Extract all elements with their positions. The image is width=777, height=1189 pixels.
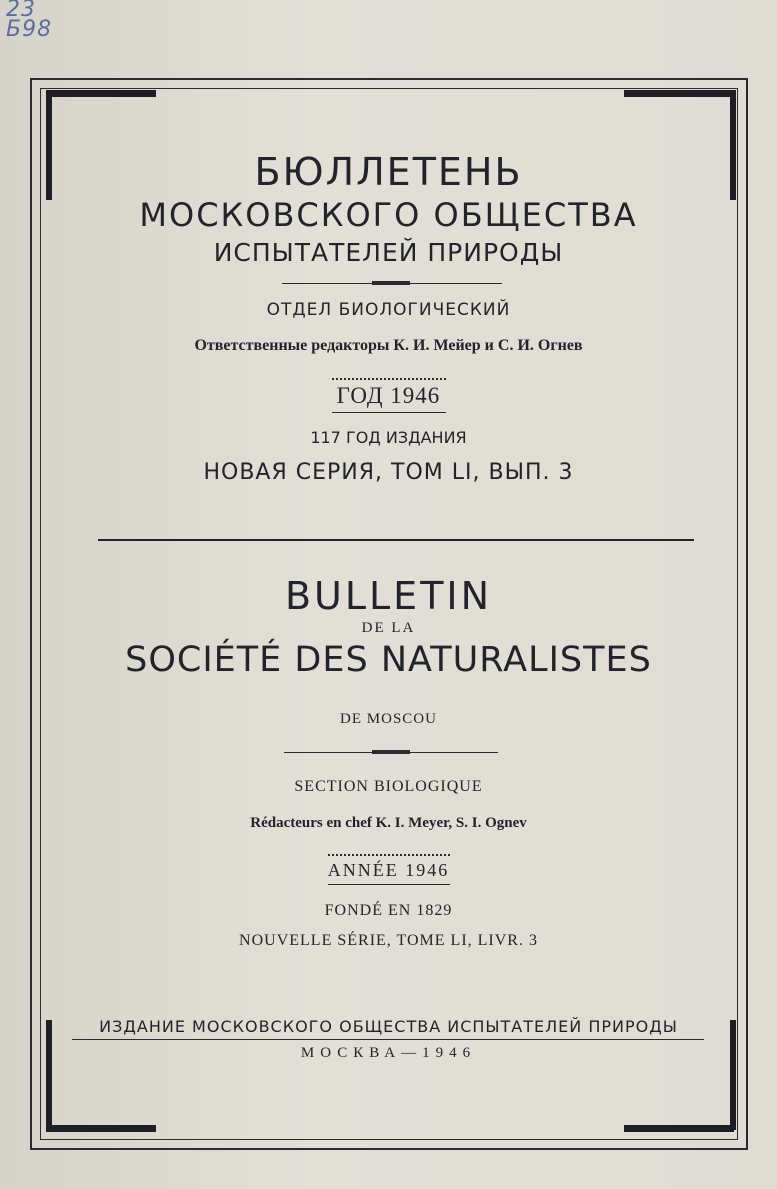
ru-edition-year: 117 ГОД ИЗДАНИЯ [310, 428, 467, 447]
fr-de-la: DE LA [361, 620, 416, 636]
ru-year: ГОД 1946 [336, 383, 441, 408]
footer-divider [72, 1039, 704, 1040]
ru-series: НОВАЯ СЕРИЯ, ТОМ LI, ВЫП. 3 [203, 460, 574, 485]
ru-title: БЮЛЛЕТЕНЬ [254, 150, 523, 194]
corner-accent [624, 1125, 734, 1132]
fr-title: BULLETIN [284, 574, 493, 618]
divider-ornament [372, 281, 410, 285]
divider [332, 412, 446, 413]
corner-accent [46, 90, 156, 97]
divider-ornament [372, 750, 410, 754]
fr-moscow: DE MOSCOU [340, 711, 437, 727]
place-year: МОСКВА—1946 [300, 1045, 477, 1061]
section-divider [98, 539, 694, 541]
ru-society-2: ИСПЫТАТЕЛЕЙ ПРИРОДЫ [213, 238, 564, 267]
fr-founded: FONDÉ EN 1829 [324, 902, 453, 919]
corner-accent [624, 90, 734, 97]
divider [328, 884, 450, 885]
fr-series: NOUVELLE SÉRIE, TOME LI, LIVR. 3 [239, 932, 538, 949]
fr-year: ANNÉE 1946 [327, 860, 450, 880]
ru-society: МОСКОВСКОГО ОБЩЕСТВА [139, 196, 638, 234]
ru-editors: Ответственные редакторы К. И. Мейер и С. И. Огнев [194, 337, 583, 354]
publisher: ИЗДАНИЕ МОСКОВСКОГО ОБЩЕСТВА ИСПЫТАТЕЛЕЙ ПРИРОДЫ [99, 1017, 678, 1036]
ru-section: ОТДЕЛ БИОЛОГИЧЕСКИЙ [266, 300, 511, 320]
corner-accent [46, 1125, 156, 1132]
corner-accent [730, 1020, 736, 1130]
fr-editors: Rédacteurs en chef K. I. Meyer, S. I. Ognev [250, 815, 527, 831]
corner-accent [46, 1020, 52, 1130]
fr-society: SOCIÉTÉ DES NATURALISTES [125, 640, 652, 680]
library-stamp: 23 Б98 [6, 0, 53, 42]
fr-section: SECTION BIOLOGIQUE [294, 778, 483, 795]
